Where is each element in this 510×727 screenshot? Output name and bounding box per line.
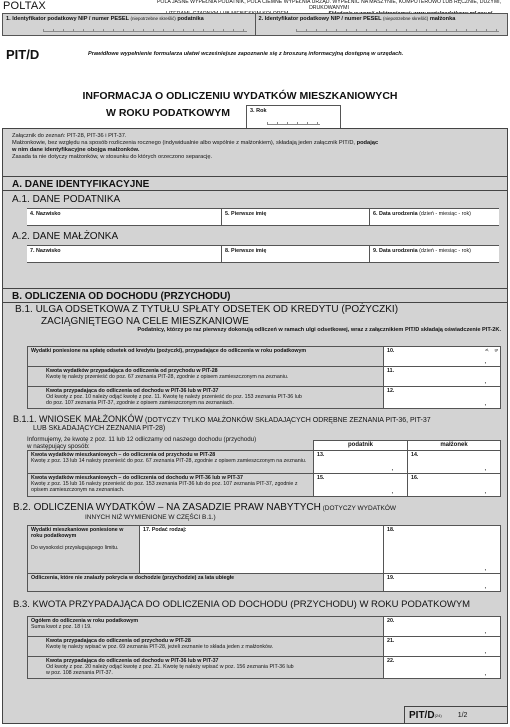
identifier-row xyxy=(2,13,508,36)
title-line1: INFORMACJA O ODLICZENIU WYDATKÓW MIESZKANIOWYCH xyxy=(82,90,398,102)
row21-label: Kwota przypadająca do odliczenia od przychodu w PIT-28 Kwotę tę należy wpisać w poz. 69 zeznania PIT-28, jeżeli zeznanie to składa jeden z małżonków. xyxy=(28,637,384,657)
footer-form-code: PIT/D xyxy=(409,709,435,721)
row19-label: Odliczenia, które nie znalazły pokrycia w dochodzie (przychodzie) za lata ubiegłe xyxy=(28,574,384,592)
field-10[interactable]: 10. zł, gr , xyxy=(384,347,501,367)
section-b1-note: Podatnicy, którzy po raz pierwszy dokonują odliczeń w ramach ulgi odsetkowej, wraz z załącznikiem PIT/D składają oświadczenie PIT-2K. xyxy=(137,327,501,333)
spouse-surname-field[interactable]: 7. Nazwisko xyxy=(30,248,61,254)
row11-label: Kwota wydatków przypadająca do odliczenia od przychodu w PIT-28 Kwotę tę należy przenieść do poz. 67 zeznania PIT-28, zgodnie z opisem zamieszczonym na zeznaniu. xyxy=(28,367,384,387)
taxpayer-id-field[interactable]: 1. Identyfikator podatkowy NIP / numer PESEL (niepotrzebne skreślić) podatnika xyxy=(3,14,255,35)
spouse-data-row xyxy=(27,245,499,263)
b2-table xyxy=(27,525,501,592)
footer-version: (24) xyxy=(434,712,442,718)
row13-label: Kwota wydatków mieszkaniowych – do odliczenia od przychodu w PIT-28 Kwotę z poz. 13 lub 14 należy przenieść do poz. 67 zeznania PIT-28, zgodnie z opisem zamieszczonym na zeznaniu. xyxy=(28,451,314,474)
row10-label: Wydatki poniesione na spłatę odsetek od kredytu (pożyczki), przypadające do odliczenia w roku podatkowym xyxy=(28,347,384,367)
row22-label: Kwota przypadająca do odliczenia od dochodu w PIT-36 lub w PIT-37 Od kwoty z poz. 20 należy odjąć kwotę z poz. 21. Kwotę tę należy wpisać w poz. 156 zeznania PIT-36 lub w poz. 108 zeznania PIT-37. xyxy=(28,657,384,679)
col-spouse: małżonek xyxy=(408,441,501,451)
spouse-id-ticks xyxy=(296,29,500,32)
field-20[interactable]: 20. , xyxy=(384,617,501,637)
col-taxpayer: podatnik xyxy=(314,441,408,451)
footer-badge xyxy=(404,706,508,724)
field-21[interactable]: 21. , xyxy=(384,637,501,657)
field-22[interactable]: 22. , xyxy=(384,657,501,679)
legal-notes: Załącznik do zeznań: PIT-28, PIT-36 i PIT-37. Małżonkowie, bez względu na sposób rozliczenia rocznego (indywidualnie albo wspólnie z małżonkiem), składają jeden załącznik PIT/D, podając w nim dane identyfikacyjne obojga małżonków. Zasada ta nie dotyczy małżonków, w stosunku do których orzeczono separację. xyxy=(3,130,507,174)
field-11[interactable]: 11. , xyxy=(384,367,501,387)
field-12[interactable]: 12. , xyxy=(384,387,501,409)
section-a xyxy=(3,176,507,263)
spouse-id-field[interactable]: 2. Identyfikator podatkowy NIP / numer PESEL (niepotrzebne skreślić) małżonka xyxy=(255,14,508,35)
field-19[interactable]: 19. , xyxy=(384,574,501,592)
header-band xyxy=(0,0,510,12)
section-b xyxy=(3,288,507,333)
field-14[interactable]: 14. , xyxy=(408,451,501,474)
page-number: 1/2 xyxy=(457,711,468,719)
field-17-type[interactable]: 17. Podać rodzaj: xyxy=(140,526,384,574)
expenses-label: Wydatki mieszkaniowe poniesione w roku podatkowym Do wysokości przysługującego limitu. xyxy=(28,526,140,574)
form-code: PIT/D xyxy=(6,47,40,62)
brand-poltax: POLTAX xyxy=(3,0,46,12)
section-b3-title: B.3. KWOTA PRZYPADAJĄCA DO ODLICZENIA OD DOCHODU (PRZYCHODU) W ROKU PODATKOWYM xyxy=(13,599,471,610)
section-b1-title2: ZACIĄGNIĘTEGO NA CELE MIESZKANIOWE xyxy=(41,316,249,327)
section-a2-title: A.2. DANE MAŁŻONKA xyxy=(12,231,119,242)
info-note: Prawidłowe wypełnienie formularza ułatwi wcześniejsze zapoznanie się z broszurą informacyjną dostępną w urzędach. xyxy=(88,51,404,57)
row12-label: Kwota przypadająca do odliczenia od dochodu w PIT-36 lub w PIT-37 Od kwoty z poz. 10 należy odjąć kwotę z poz. 11. Kwotę tę należy przenieść do poz. 153 zeznania PIT-36 lub do poz. 107 zeznania PIT-37, zgodnie z opisem zamieszczonym na zeznaniach. xyxy=(28,387,384,409)
spouse-birthdate-field[interactable]: 9. Data urodzenia (dzień - miesiąc - rok) xyxy=(369,246,499,262)
b3-table xyxy=(27,616,501,679)
spouse-firstname-field[interactable]: 8. Pierwsze imię xyxy=(221,246,369,262)
form-body xyxy=(2,128,508,724)
section-a1-title: A.1. DANE PODATNIKA xyxy=(12,194,121,205)
b1-table xyxy=(27,346,501,409)
title-line2: W ROKU PODATKOWYM xyxy=(106,107,231,119)
section-b2-title: B.2. ODLICZENIA WYDATKÓW – NA ZASADZIE PRAW NABYTYCH (DOTYCZY WYDATKÓW INNYCH NIŻ WYMIENIONE W CZĘŚCI B.1.) xyxy=(13,502,397,521)
header-note-line1: POLA JASNE WYPEŁNIA PODATNIK, POLA CIEMNE WYPEŁNIA URZĄD. WYPEŁNIĆ NA MASZYNIE, KOMPUTEROWO LUB RĘCZNIE, DUŻYMI, DRUKOWANYMI xyxy=(156,0,502,11)
taxpayer-data-row xyxy=(27,208,499,226)
taxpayer-surname-field[interactable]: 4. Nazwisko xyxy=(30,211,61,217)
taxpayer-firstname-field[interactable]: 5. Pierwsze imię xyxy=(221,209,369,225)
field-15[interactable]: 15. , xyxy=(314,474,408,497)
section-b-title: B. ODLICZENIA OD DOCHODU (PRZYCHODU) xyxy=(3,288,507,303)
taxpayer-id-ticks xyxy=(43,29,247,32)
year-ticks xyxy=(267,122,320,125)
row15-label: Kwota wydatków mieszkaniowych – do odliczenia od dochodu w PIT-36 lub w PIT-37 Kwotę z poz. 15 lub 16 należy przenieść do poz. 153 zeznania PIT-36 lub do poz. 107 zeznania PIT-37, zgodnie z opisem zamieszczonym na zeznaniach. xyxy=(28,474,314,497)
page-title xyxy=(60,88,420,122)
b11-table xyxy=(27,440,501,497)
field-16[interactable]: 16. , xyxy=(408,474,501,497)
row20-label: Ogółem do odliczenia w roku podatkowym Suma kwot z poz. 18 i 19. xyxy=(28,617,384,637)
taxpayer-birthdate-field[interactable]: 6. Data urodzenia (dzień - miesiąc - rok) xyxy=(369,209,499,225)
field-18[interactable]: 18. , xyxy=(384,526,501,574)
section-b11-text: Informujemy, że kwotę z poz. 11 lub 12 odliczamy od naszego dochodu (przychodu) w następujący sposób: xyxy=(27,436,257,450)
section-a-title: A. DANE IDENTYFIKACYJNE xyxy=(3,176,507,191)
field-13[interactable]: 13. , xyxy=(314,451,408,474)
section-b1-title1: B.1. ULGA ODSETKOWA Z TYTUŁU SPŁATY ODSETEK OD KREDYTU (POŻYCZKI) xyxy=(15,304,399,315)
year-field[interactable]: 3. Rok xyxy=(246,105,341,129)
section-b11-title: B.1.1. WNIOSEK MAŁŻONKÓW (DOTYCZY TYLKO MAŁŻONKÓW SKŁADAJĄCYCH ODRĘBNE ZEZNANIA PIT-36, PIT-37 LUB SKŁADAJĄCYCH ZEZNANIA PIT-28) xyxy=(13,414,431,432)
